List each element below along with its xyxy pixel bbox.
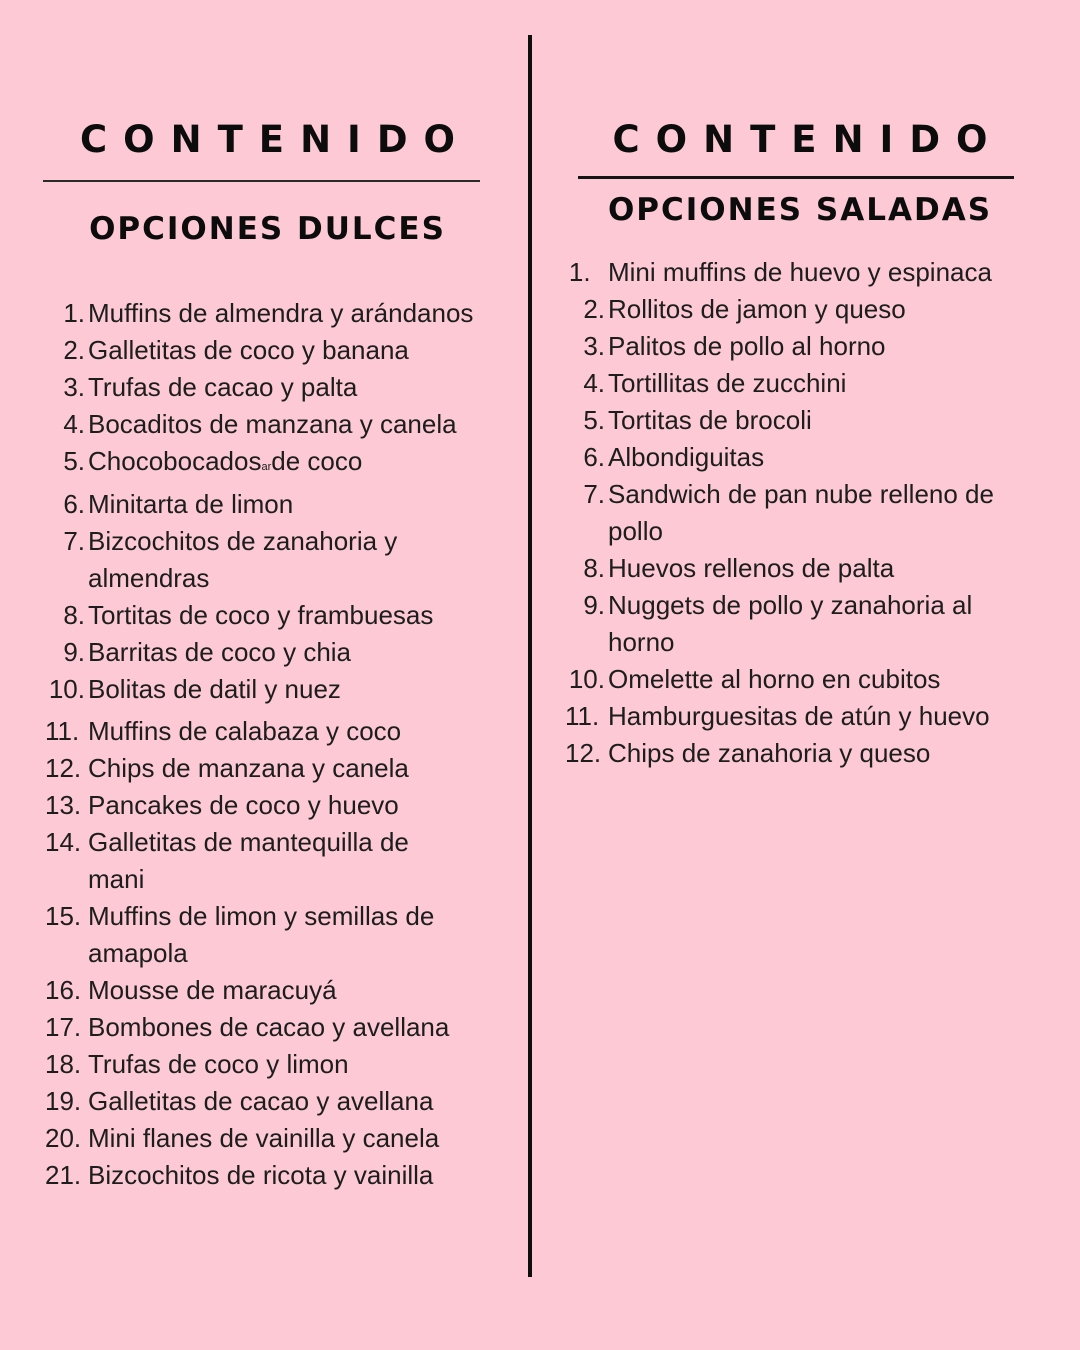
item-number: 15. (45, 901, 89, 931)
item-number: 1. (568, 257, 605, 287)
item-text: pollo (608, 516, 663, 546)
item-row (45, 486, 490, 523)
item-number: 17. (45, 1012, 89, 1042)
item-text: amapola (88, 938, 188, 968)
item-number: 5. (63, 446, 85, 476)
item-text: Mini flanes de vainilla y canela (88, 1123, 440, 1153)
item-row-continuation (45, 861, 490, 898)
item-text: Bocaditos de manzana y canela (88, 409, 457, 439)
item-number: 5. (583, 405, 605, 435)
section-title-sweet: OPCIONES DULCES (89, 211, 446, 247)
item-text: Bombones de cacao y avellana (88, 1012, 450, 1042)
item-text: Chips de zanahoria y queso (608, 738, 931, 768)
title-underline-left (43, 180, 480, 182)
item-text: horno (608, 627, 675, 657)
item-text: Galletitas de mantequilla de (88, 827, 409, 857)
item-number-spacer (565, 513, 605, 550)
item-number: 3. (63, 372, 85, 402)
list-item (45, 1120, 490, 1157)
item-text: Muffins de limon y semillas de (88, 901, 435, 931)
item-row (565, 698, 1035, 735)
item-number: 4. (63, 409, 85, 439)
section-title-savory: OPCIONES SALADAS (607, 192, 993, 228)
item-number: 2. (63, 335, 85, 365)
list-item (45, 750, 490, 787)
item-number: 6. (583, 442, 605, 472)
column-sweet-options (45, 0, 490, 1350)
list-item (45, 671, 490, 708)
list-item (45, 1009, 490, 1046)
item-text: Omelette al horno en cubitos (608, 664, 941, 694)
item-number: 19. (45, 1086, 89, 1116)
list-item (565, 439, 1035, 476)
item-text: Albondiguitas (608, 442, 765, 472)
item-number: 12. (45, 753, 89, 783)
list-item (45, 787, 490, 824)
item-number: 13. (45, 790, 89, 820)
item-number: 14. (45, 827, 89, 857)
item-text: mani (88, 864, 145, 894)
list-item (565, 587, 1035, 661)
item-number-spacer (45, 861, 85, 898)
list-item (45, 1157, 490, 1194)
item-number: 9. (583, 590, 605, 620)
item-number: 8. (583, 553, 605, 583)
item-row (45, 1083, 490, 1120)
savory-options-list (565, 254, 1035, 772)
item-number: 16. (45, 975, 89, 1005)
list-item (45, 1083, 490, 1120)
item-row-continuation (45, 560, 490, 597)
item-number: 18. (45, 1049, 89, 1079)
item-text: almendras (88, 563, 210, 593)
item-row (565, 439, 1035, 476)
item-row (45, 1157, 490, 1194)
item-text: Tortillitas de zucchini (608, 368, 847, 398)
list-item (45, 369, 490, 406)
list-item (45, 1046, 490, 1083)
item-row (565, 550, 1035, 587)
item-text: Mousse de maracuyá (88, 975, 337, 1005)
list-item (45, 523, 490, 597)
item-number: 9. (63, 637, 85, 667)
list-item (45, 824, 490, 898)
item-number: 7. (63, 526, 85, 556)
list-item (45, 597, 490, 634)
list-item (45, 332, 490, 369)
item-row (45, 1046, 490, 1083)
item-row (45, 443, 490, 486)
list-item (45, 972, 490, 1009)
list-item (565, 328, 1035, 365)
item-row (45, 750, 490, 787)
item-text: Barritas de coco y chia (88, 637, 352, 667)
item-number: 20. (45, 1123, 89, 1153)
vertical-divider (528, 35, 532, 1277)
title-underline-right (578, 176, 1014, 179)
item-number-spacer (45, 935, 85, 972)
item-number: 7. (583, 479, 605, 509)
list-item (45, 406, 490, 443)
item-row (565, 291, 1035, 328)
item-row (45, 972, 490, 1009)
item-text: Muffins de calabaza y coco (88, 716, 402, 746)
item-number: 1. (63, 298, 85, 328)
list-item (45, 898, 490, 972)
item-number: 2. (583, 294, 605, 324)
item-text: Minitarta de limon (88, 489, 294, 519)
item-text: Galletitas de cacao y avellana (88, 1086, 434, 1116)
item-text-segment: de coco (271, 446, 363, 476)
item-text: Bizcochitos de zanahoria y (88, 526, 398, 556)
item-row (45, 787, 490, 824)
list-item (565, 698, 1035, 735)
item-text: Huevos rellenos de palta (608, 553, 895, 583)
item-row (45, 634, 490, 671)
item-row (45, 523, 490, 560)
item-text: Mini muffins de huevo y espinaca (608, 257, 992, 287)
item-number: 3. (583, 331, 605, 361)
item-row (45, 295, 490, 332)
item-row (565, 735, 1035, 772)
item-row (565, 476, 1035, 513)
item-number: 11. (45, 716, 87, 746)
tiny-artifact-text: ar (261, 461, 272, 473)
item-number: 21. (45, 1160, 89, 1190)
item-text: Hamburguesitas de atún y huevo (608, 701, 990, 731)
item-text: Tortitas de brocoli (608, 405, 812, 435)
item-row (45, 406, 490, 443)
item-row (565, 661, 1035, 698)
item-text: Muffins de almendra y arándanos (88, 298, 474, 328)
item-row (45, 713, 490, 750)
item-row-continuation (565, 624, 1035, 661)
item-row (565, 365, 1035, 402)
list-item (565, 661, 1035, 698)
list-item (45, 443, 490, 486)
sweet-options-list (45, 295, 490, 1194)
item-number: 8. (63, 600, 85, 630)
list-item (45, 295, 490, 332)
item-number-spacer (45, 560, 85, 597)
list-item (45, 486, 490, 523)
item-row (565, 328, 1035, 365)
item-text: Trufas de cacao y palta (88, 372, 358, 402)
item-number: 11. (565, 701, 607, 731)
item-text: Pancakes de coco y huevo (88, 790, 399, 820)
item-row-continuation (45, 935, 490, 972)
item-text: Galletitas de coco y banana (88, 335, 409, 365)
list-item (45, 634, 490, 671)
item-text: Bizcochitos de ricota y vainilla (88, 1160, 434, 1190)
item-number: 10. (48, 674, 85, 704)
item-row (45, 332, 490, 369)
item-row (45, 1009, 490, 1046)
item-row (45, 824, 490, 861)
item-row (45, 369, 490, 406)
item-text: Bolitas de datil y nuez (88, 674, 341, 704)
item-text: Trufas de coco y limon (88, 1049, 349, 1079)
list-item (565, 402, 1035, 439)
list-item (565, 476, 1035, 550)
item-row (45, 1120, 490, 1157)
item-text: Tortitas de coco y frambuesas (88, 600, 434, 630)
item-row (45, 597, 490, 634)
item-row (565, 587, 1035, 624)
item-number-spacer (565, 624, 605, 661)
item-text: Nuggets de pollo y zanahoria al (608, 590, 973, 620)
item-text-segment: Chocobocados (88, 446, 262, 476)
list-item (45, 713, 490, 750)
item-text: Palitos de pollo al horno (608, 331, 886, 361)
item-row (45, 898, 490, 935)
page-title-left: CONTENIDO (80, 118, 471, 161)
item-number: 12. (565, 738, 609, 768)
item-number: 10. (568, 664, 605, 694)
item-text: Rollitos de jamon y queso (608, 294, 906, 324)
list-item (565, 365, 1035, 402)
item-row (45, 671, 490, 708)
list-item (565, 254, 1035, 291)
page-title-right: CONTENIDO (612, 118, 1004, 161)
item-text: Sandwich de pan nube relleno de (608, 479, 994, 509)
list-item (565, 735, 1035, 772)
item-row (565, 254, 1035, 291)
column-savory-options (565, 0, 1035, 1350)
list-item (565, 291, 1035, 328)
item-row (565, 402, 1035, 439)
item-text: Chips de manzana y canela (88, 753, 409, 783)
item-text (85, 443, 362, 486)
item-row-continuation (565, 513, 1035, 550)
item-number: 6. (63, 489, 85, 519)
item-number: 4. (583, 368, 605, 398)
list-item (565, 550, 1035, 587)
